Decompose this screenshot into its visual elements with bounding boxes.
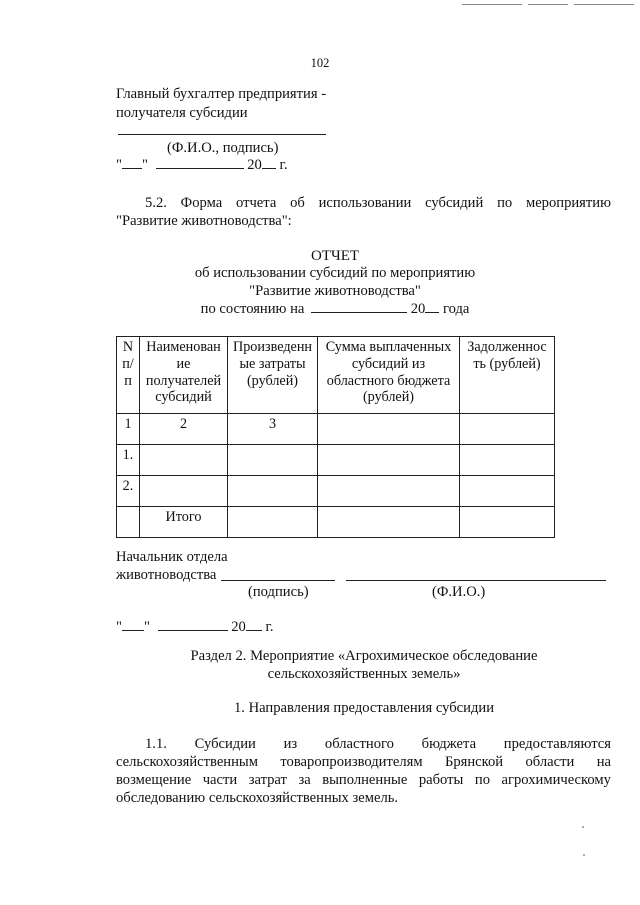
scan-edge-mark [462, 4, 522, 5]
subsidy-recipient-label: получателя субсидии [116, 105, 248, 121]
table-cell [140, 476, 228, 507]
paragraph-1-1-line2: сельскохозяйственным товаропроизводителям Брянской области на [116, 754, 611, 770]
signature-line [118, 134, 326, 135]
col-header-costs: Произведенн ые затраты (рублей) [228, 337, 318, 414]
signature-caption: (подпись) [248, 584, 309, 600]
section-2-title-line1: Раздел 2. Мероприятие «Агрохимическое обследование [190, 648, 538, 664]
section-5-2-line2: "Развитие животноводства": [116, 213, 292, 229]
table-cell [228, 445, 318, 476]
paragraph-1-1-line4: обследованию сельскохозяйственных земель. [116, 790, 399, 806]
date-line: " " 20 г. [116, 619, 274, 635]
section-5-2-line1: 5.2. Форма отчета об использовании субсидий по мероприятию [145, 195, 611, 211]
fio-signature-caption: (Ф.И.О., подпись) [167, 140, 279, 156]
scan-edge-mark [528, 4, 568, 5]
table-cell: 1. [117, 445, 140, 476]
table-cell [460, 507, 555, 538]
col-header-subsidy-sum: Сумма выплаченных субсидий из областного бюджета (рублей) [318, 337, 460, 414]
table-cell: 3 [228, 414, 318, 445]
table-cell: 2 [140, 414, 228, 445]
department-head-title: Начальник отдела [116, 549, 228, 565]
table-cell: Итого [140, 507, 228, 538]
table-cell [140, 445, 228, 476]
report-table [116, 336, 555, 538]
fio-caption: (Ф.И.О.) [432, 584, 486, 600]
table-header-row [117, 337, 555, 414]
col-header-recipient: Наименован ие получателей субсидий [140, 337, 228, 414]
table-row [117, 476, 555, 507]
col-header-debt: Задолженнос ть (рублей) [460, 337, 555, 414]
table-cell [228, 476, 318, 507]
chief-accountant-title: Главный бухгалтер предприятия - [116, 86, 327, 102]
scan-speck [583, 854, 585, 856]
report-subtitle: об использовании субсидий по мероприятию [194, 265, 476, 281]
fio-line [346, 580, 606, 581]
table-cell: 2. [117, 476, 140, 507]
page-number: 102 [310, 56, 330, 70]
scan-speck [582, 826, 584, 828]
table-cell [117, 507, 140, 538]
table-cell [318, 414, 460, 445]
col-header-number: N п/ п [117, 337, 140, 414]
paragraph-1-1-line3: возмещение части затрат за выполненные работы по агрохимическому [116, 772, 611, 788]
table-cell [460, 445, 555, 476]
livestock-label: животноводства [116, 567, 217, 583]
report-as-of-date: по состоянию на 20 года [200, 301, 470, 317]
paragraph-1-1-line1: 1.1. Субсидии из областного бюджета предоставляются [145, 736, 611, 752]
table-row [117, 414, 555, 445]
table-cell: 1 [117, 414, 140, 445]
report-event-name: "Развитие животноводства" [249, 283, 421, 299]
table-total-row [117, 507, 555, 538]
section-2-subtitle: 1. Направления предоставления субсидии [233, 700, 494, 716]
table-cell [460, 414, 555, 445]
date-line: " " 20 г. [116, 157, 288, 173]
report-title: ОТЧЕТ [310, 248, 360, 264]
table-cell [228, 507, 318, 538]
table-row [117, 445, 555, 476]
table-cell [460, 476, 555, 507]
table-cell [318, 445, 460, 476]
table-cell [318, 476, 460, 507]
scan-edge-mark [574, 4, 634, 5]
table-cell [318, 507, 460, 538]
signature-line [221, 580, 335, 581]
section-2-title-line2: сельскохозяйственных земель» [267, 666, 461, 682]
